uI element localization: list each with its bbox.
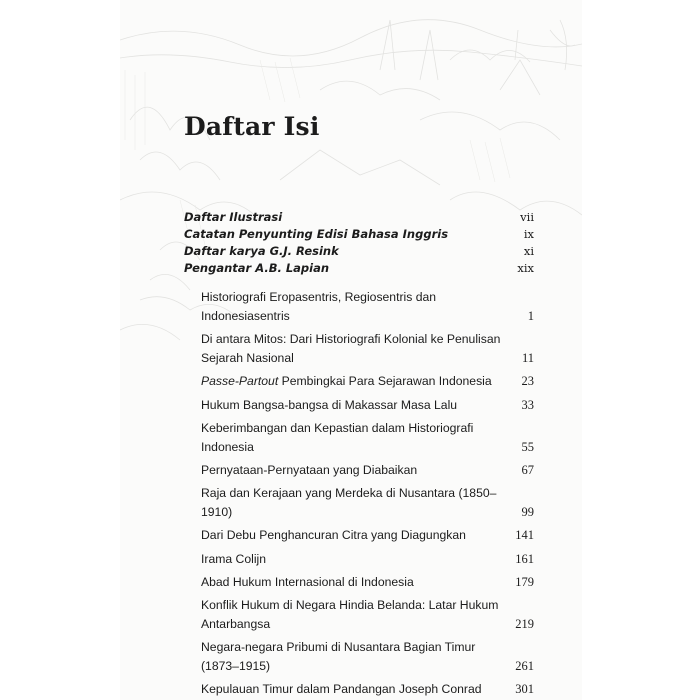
chapter-page-number: 33 [521, 397, 534, 412]
chapters-list [201, 288, 534, 700]
list-item [201, 330, 534, 368]
chapter-title-text: Di antara Mitos: Dari Historiografi Kolonial ke Penulisan Sejarah Nasional [201, 332, 501, 366]
list-item [201, 596, 534, 634]
prelim-title: Pengantar A.B. Lapian [184, 261, 330, 275]
chapter-page-number: 23 [521, 374, 534, 389]
chapter-page-number: 179 [515, 574, 534, 589]
chapter-title [201, 484, 501, 522]
chapter-page-number: 11 [521, 351, 534, 366]
chapter-page-number: 55 [521, 439, 534, 454]
chapter-title [201, 396, 501, 415]
chapter-title [201, 288, 501, 326]
list-item [201, 484, 534, 522]
prelim-title: Catatan Penyunting Edisi Bahasa Inggris [184, 227, 449, 241]
list-item [201, 550, 534, 569]
chapter-title-text: Keberimbangan dan Kepastian dalam Historiografi Indonesia [201, 420, 474, 454]
list-item [184, 226, 534, 243]
chapter-title [201, 596, 501, 634]
chapter-page-number: 1 [527, 309, 534, 323]
list-item [201, 638, 534, 676]
chapter-title-text: Historiografi Eropasentris, Regiosentris dan Indonesiasentris [201, 290, 437, 323]
chapter-title-text: Raja dan Kerajaan yang Merdeka di Nusantara (1850–1910) [201, 486, 497, 520]
chapter-page-number: 161 [515, 551, 534, 566]
chapter-title [201, 461, 501, 480]
chapter-page-number: 67 [521, 462, 534, 477]
chapter-title-text: Pembingkai Para Sejarawan Indonesia [278, 374, 492, 389]
list-item [201, 372, 534, 391]
list-item [201, 461, 534, 480]
chapter-title-text: Pernyataan-Pernyataan yang Diabaikan [201, 462, 418, 477]
list-item [201, 288, 534, 326]
prelim-page-number: vii [520, 210, 534, 224]
chapter-page-number: 219 [515, 616, 534, 631]
chapter-page-number: 301 [515, 682, 534, 697]
list-item [201, 680, 534, 699]
chapter-title-text: Negara-negara Pribumi di Nusantara Bagian Timur (1873–1915) [201, 640, 476, 674]
prelim-page-number: xi [523, 244, 534, 258]
chapter-page-number: 99 [521, 505, 534, 520]
chapter-title-text: Dari Debu Penghancuran Citra yang Diagungkan [201, 528, 466, 543]
chapter-title-text: Kepulauan Timur dalam Pandangan Joseph Conrad [201, 682, 482, 697]
chapter-title [201, 680, 501, 699]
page-title: Daftar Isi [184, 112, 320, 141]
chapter-title [201, 526, 501, 545]
chapter-title-text: Hukum Bangsa-bangsa di Makassar Masa Lalu [201, 397, 458, 412]
prelim-title: Daftar karya G.J. Resink [184, 244, 339, 258]
list-item [184, 260, 534, 277]
chapter-title-italic: Passe-Partout [201, 374, 279, 389]
prelims-list [184, 209, 534, 277]
chapter-title [201, 550, 501, 569]
book-page [120, 0, 582, 700]
chapter-page-number: 141 [515, 528, 534, 543]
chapter-title [201, 638, 501, 676]
list-item [201, 526, 534, 545]
list-item [184, 209, 534, 226]
prelim-page-number: xix [517, 261, 534, 275]
chapter-title-text: Konflik Hukum di Negara Hindia Belanda: Latar Hukum Antarbangsa [201, 597, 499, 631]
chapter-title [201, 330, 501, 368]
prelim-page-number: ix [523, 227, 534, 241]
chapter-title [201, 372, 501, 391]
list-item [201, 419, 534, 457]
chapter-title [201, 573, 501, 592]
list-item [201, 573, 534, 592]
list-item [201, 396, 534, 415]
chapter-title-text: Irama Colijn [201, 551, 267, 566]
chapter-title-text: Abad Hukum Internasional di Indonesia [201, 574, 414, 589]
list-item [184, 243, 534, 260]
chapter-title [201, 419, 501, 457]
chapter-page-number: 261 [515, 659, 534, 674]
prelim-title: Daftar Ilustrasi [184, 210, 283, 224]
